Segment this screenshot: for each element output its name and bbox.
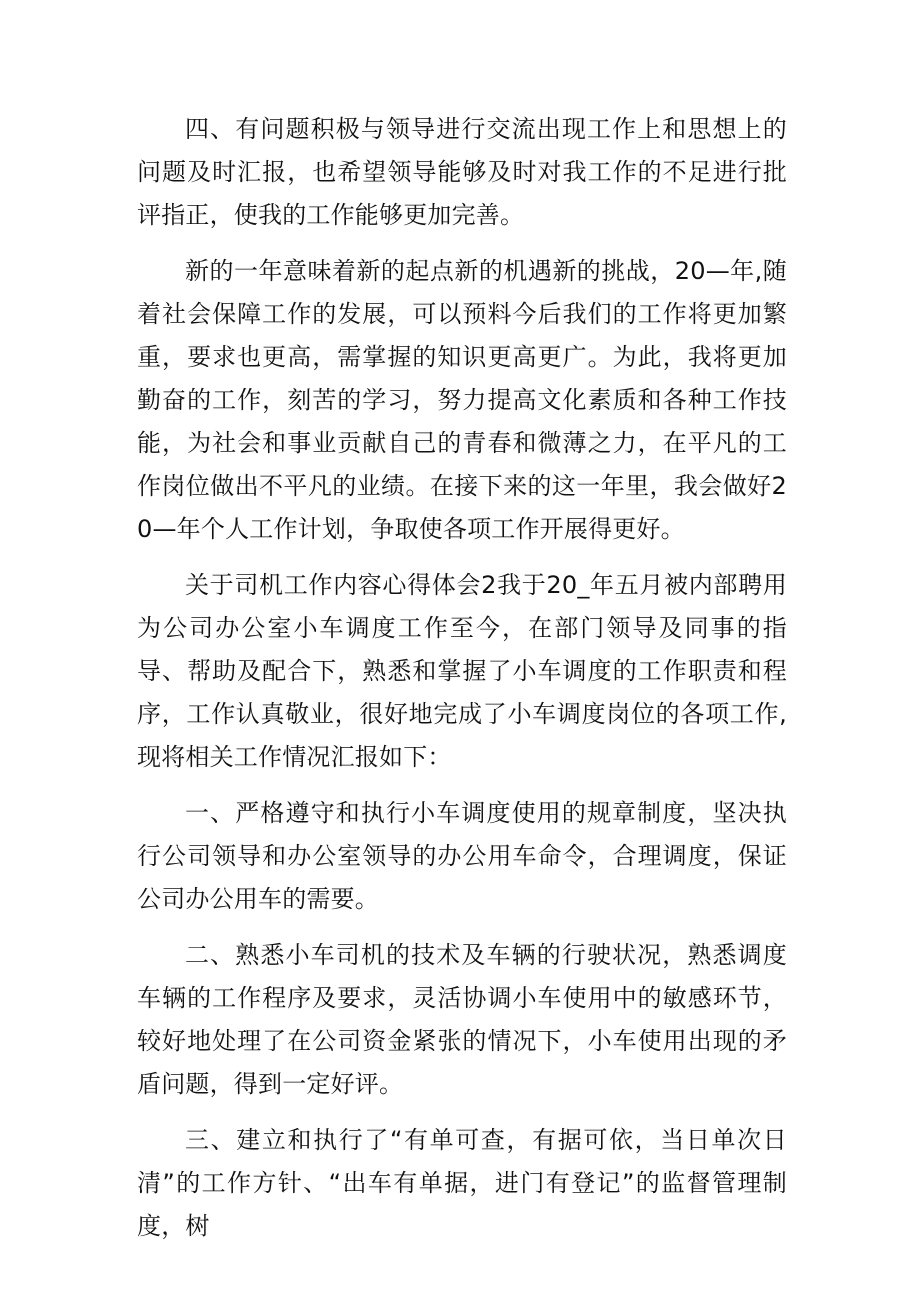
paragraph-new-year-plan: 新的一年意味着新的起点新的机遇新的挑战，20—年,随着社会保障工作的发展，可以预料今后我们的工作将更加繁重，要求也更高，需掌握的知识更高更广。为此，我将更加勤奋的工作，刻苦的学习，努力提高文化素质和各种工作技能，为社会和事业贡献自己的青春和微薄之力，在平凡的工作岗位做出不平凡的业绩。在接下来的这一年里，我会做好20—年个人工作计划，争取使各项工作开展得更好。 (137, 257, 787, 543)
document-body (137, 108, 787, 1261)
paragraph-point-two: 二、熟悉小车司机的技术及车辆的行驶状况，熟悉调度车辆的工作程序及要求，灵活协调小车使用中的敏感环节，较好地处理了在公司资金紧张的情况下，小车使用出现的矛盾问题，得到一定好评。 (137, 941, 787, 1098)
paragraph-point-three: 三、建立和执行了“有单可查，有据可依，当日单次日清”的工作方针、“出车有单据，进门有登记”的监督管理制度，树 (137, 1126, 787, 1240)
paragraph-problem-communication: 四、有问题积极与领导进行交流出现工作上和思想上的问题及时汇报，也希望领导能够及时对我工作的不足进行批评指正，使我的工作能够更加完善。 (137, 115, 787, 229)
paragraph-driver-experience-intro: 关于司机工作内容心得体会2我于20_年五月被内部聘用为公司办公室小车调度工作至今，在部门领导及同事的指导、帮助及配合下，熟悉和掌握了小车调度的工作职责和程序，工作认真敬业，很好地完成了小车调度岗位的各项工作,现将相关工作情况汇报如下： (137, 571, 787, 771)
paragraph-point-one: 一、严格遵守和执行小车调度使用的规章制度，坚决执行公司领导和办公室领导的办公用车命令，合理调度，保证公司办公用车的需要。 (137, 799, 787, 913)
